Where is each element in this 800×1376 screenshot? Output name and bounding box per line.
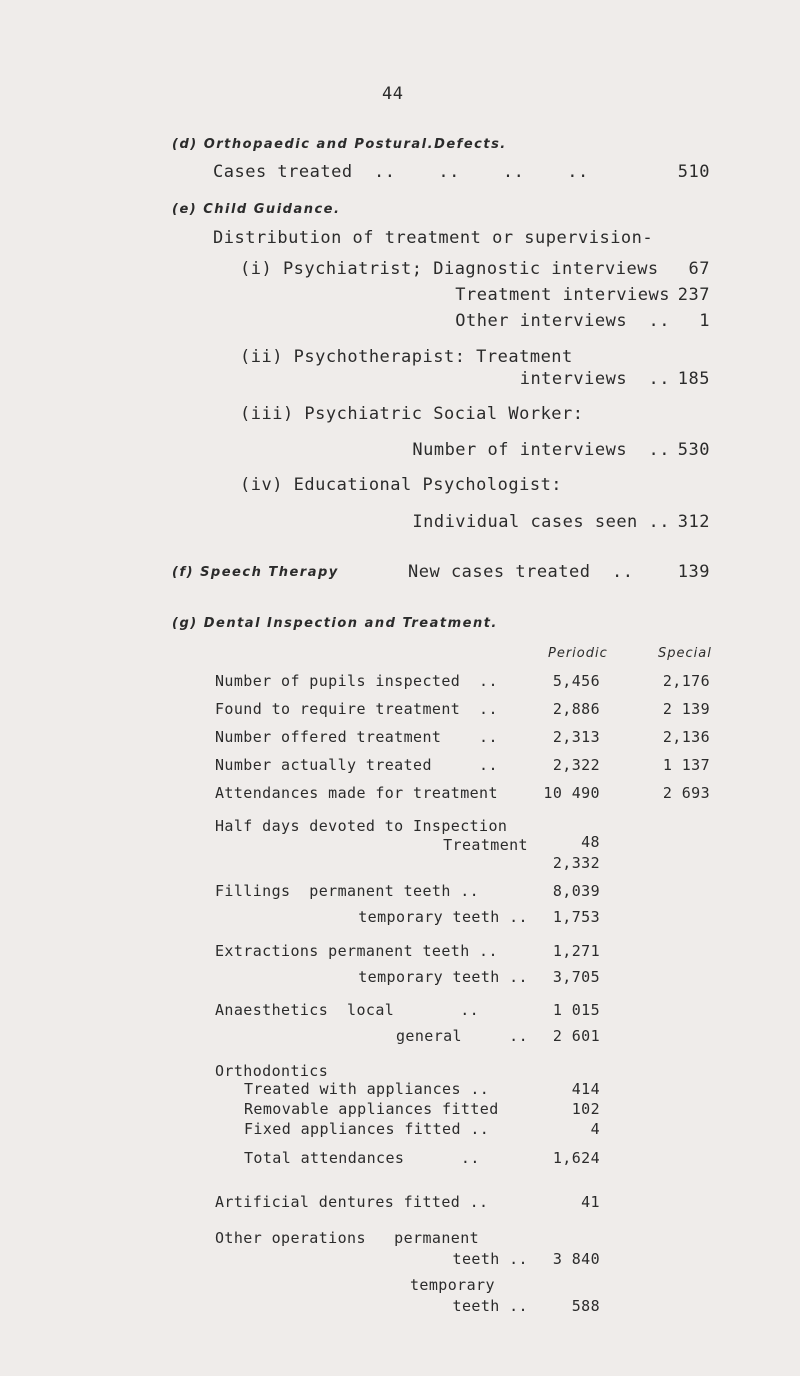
speech-new-cases-label: New cases treated .. <box>408 562 634 582</box>
periodic-value: 2,313 <box>552 728 600 746</box>
orthodontics-label: Orthodontics <box>215 1062 329 1080</box>
col-special-header: Special <box>658 646 712 661</box>
other-interviews-value: 1 <box>699 311 710 331</box>
other-temporary-value: 588 <box>571 1297 600 1315</box>
anaesthetics-label: Anaesthetics local .. <box>215 1001 480 1019</box>
social-worker-label: (iii) Psychiatric Social Worker: <box>240 404 584 424</box>
ortho-total-label: Total attendances .. <box>244 1149 480 1167</box>
psychotherapist-sub-label: interviews .. <box>519 369 670 389</box>
ortho-removable-value: 102 <box>571 1100 600 1118</box>
ortho-fixed-label: Fixed appliances fitted .. <box>244 1120 490 1138</box>
other-temporary-label: temporary <box>410 1276 495 1294</box>
speech-new-cases-value: 139 <box>677 562 710 582</box>
half-days-inspection-value: 48 <box>581 833 600 851</box>
dentures-label: Artificial dentures fitted .. <box>215 1193 489 1211</box>
anaesthetics-general-value: 2 601 <box>552 1027 600 1045</box>
row-label: Number offered treatment .. <box>215 728 498 746</box>
fillings-temporary-value: 1,753 <box>552 908 600 926</box>
row-label: Attendances made for treatment <box>215 784 498 802</box>
anaesthetics-local-value: 1 015 <box>552 1001 600 1019</box>
other-permanent-teeth-label: teeth .. <box>452 1250 528 1268</box>
psychotherapist-value: 185 <box>677 369 710 389</box>
extractions-label: Extractions permanent teeth .. <box>215 942 498 960</box>
cases-treated-value: 510 <box>677 162 710 182</box>
half-days-treatment-value: 2,332 <box>552 854 600 872</box>
row-label: Number of pupils inspected .. <box>215 672 498 690</box>
ortho-treated-value: 414 <box>571 1080 600 1098</box>
periodic-value: 5,456 <box>552 672 600 690</box>
row-label: Found to require treatment .. <box>215 700 498 718</box>
distribution-intro: Distribution of treatment or supervision- <box>213 228 654 248</box>
treatment-interviews-label: Treatment interviews <box>455 285 670 305</box>
col-periodic-header: Periodic <box>548 646 608 661</box>
extractions-temporary-value: 3,705 <box>552 968 600 986</box>
fillings-label: Fillings permanent teeth .. <box>215 882 480 900</box>
ortho-treated-label: Treated with appliances .. <box>244 1080 490 1098</box>
anaesthetics-general-label: general .. <box>395 1027 528 1045</box>
special-value: 2,136 <box>662 728 710 746</box>
social-worker-value: 530 <box>677 440 710 460</box>
row-label: Number actually treated .. <box>215 756 498 774</box>
psychologist-label: (iv) Educational Psychologist: <box>240 475 563 495</box>
section-d-heading: (d) Orthopaedic and Postural.Defects. <box>172 137 507 152</box>
page-number: 44 <box>382 84 404 104</box>
special-value: 2 139 <box>662 700 710 718</box>
section-f-heading: (f) Speech Therapy <box>172 565 339 580</box>
periodic-value: 10 490 <box>543 784 600 802</box>
treatment-interviews-value: 237 <box>677 285 710 305</box>
ortho-fixed-value: 4 <box>590 1120 600 1138</box>
social-worker-sub-label: Number of interviews .. <box>412 440 670 460</box>
section-g-heading: (g) Dental Inspection and Treatment. <box>172 616 498 631</box>
extractions-temporary-label: temporary teeth .. <box>358 968 528 986</box>
dentures-value: 41 <box>581 1193 600 1211</box>
other-operations-label: Other operations permanent <box>215 1229 480 1247</box>
half-days-label: Half days devoted to Inspection <box>215 817 508 835</box>
special-value: 2,176 <box>662 672 710 690</box>
psychologist-value: 312 <box>677 512 710 532</box>
special-value: 2 693 <box>662 784 710 802</box>
cases-treated-label: Cases treated .. .. .. .. <box>213 162 589 182</box>
periodic-value: 2,886 <box>552 700 600 718</box>
other-interviews-label: Other interviews .. <box>455 311 670 331</box>
half-days-treatment-label: Treatment <box>443 836 528 854</box>
fillings-permanent-value: 8,039 <box>552 882 600 900</box>
psychotherapist-label: (ii) Psychotherapist: Treatment <box>240 347 573 367</box>
psychiatrist-label: (i) Psychiatrist; Diagnostic interviews <box>240 259 659 279</box>
periodic-value: 2,322 <box>552 756 600 774</box>
psychologist-sub-label: Individual cases seen .. <box>412 512 670 532</box>
ortho-total-value: 1,624 <box>552 1149 600 1167</box>
ortho-removable-label: Removable appliances fitted <box>244 1100 499 1118</box>
fillings-temporary-label: temporary teeth .. <box>358 908 528 926</box>
special-value: 1 137 <box>662 756 710 774</box>
other-permanent-value: 3 840 <box>552 1250 600 1268</box>
section-e-heading: (e) Child Guidance. <box>172 202 341 217</box>
psychiatrist-diagnostic-value: 67 <box>688 259 710 279</box>
other-temporary-teeth-label: teeth .. <box>452 1297 528 1315</box>
extractions-permanent-value: 1,271 <box>552 942 600 960</box>
